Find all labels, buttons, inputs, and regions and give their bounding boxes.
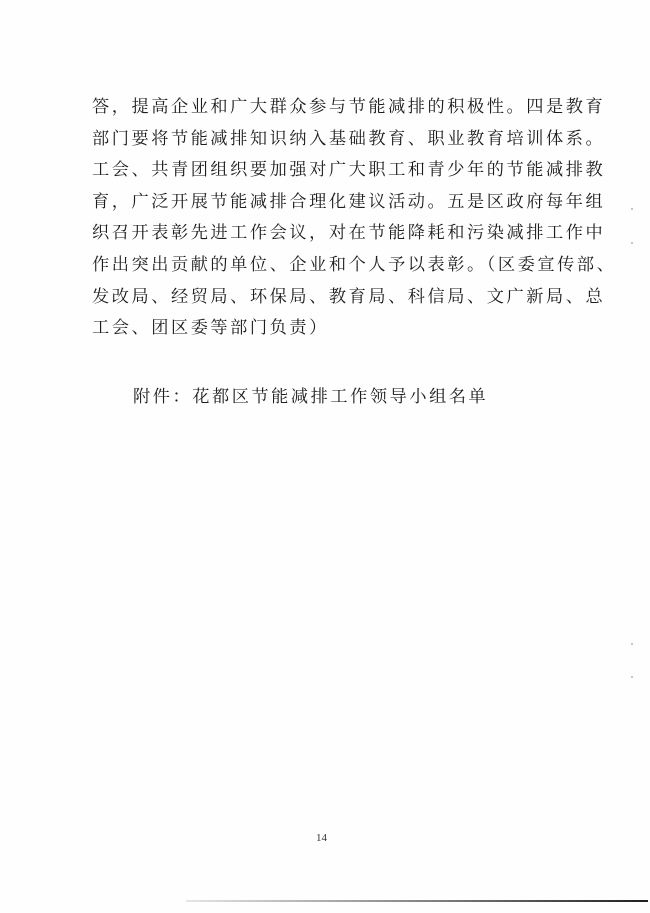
scan-speck xyxy=(631,643,633,645)
body-line: 工会、共青团组织要加强对广大职工和青少年的节能减排教 xyxy=(92,160,606,181)
scan-speck xyxy=(631,676,633,678)
body-line: 作出突出贡献的单位、企业和个人予以表彰。（区委宣传部、 xyxy=(92,254,617,275)
scan-edge-line xyxy=(186,900,648,902)
body-line: 答，提高企业和广大群众参与节能减排的积极性。四是教育 xyxy=(92,97,606,117)
body-line: 育，广泛开展节能减排合理化建议活动。五是区政府每年组 xyxy=(92,191,606,212)
page-number: 14 xyxy=(316,832,327,844)
body-paragraph xyxy=(92,92,617,345)
body-line: 工会、团区委等部门负责） xyxy=(92,318,329,339)
attachment-note: 附件：花都区节能减排工作领导小组名单 xyxy=(133,387,489,407)
scan-speck xyxy=(631,242,633,244)
scan-speck xyxy=(631,208,633,210)
body-line: 织召开表彰先进工作会议，对在节能降耗和污染减排工作中 xyxy=(92,223,606,244)
body-line: 部门要将节能减排知识纳入基础教育、职业教育培训体系。 xyxy=(92,128,606,149)
body-line: 发改局、经贸局、环保局、教育局、科信局、文广新局、总 xyxy=(92,286,606,307)
